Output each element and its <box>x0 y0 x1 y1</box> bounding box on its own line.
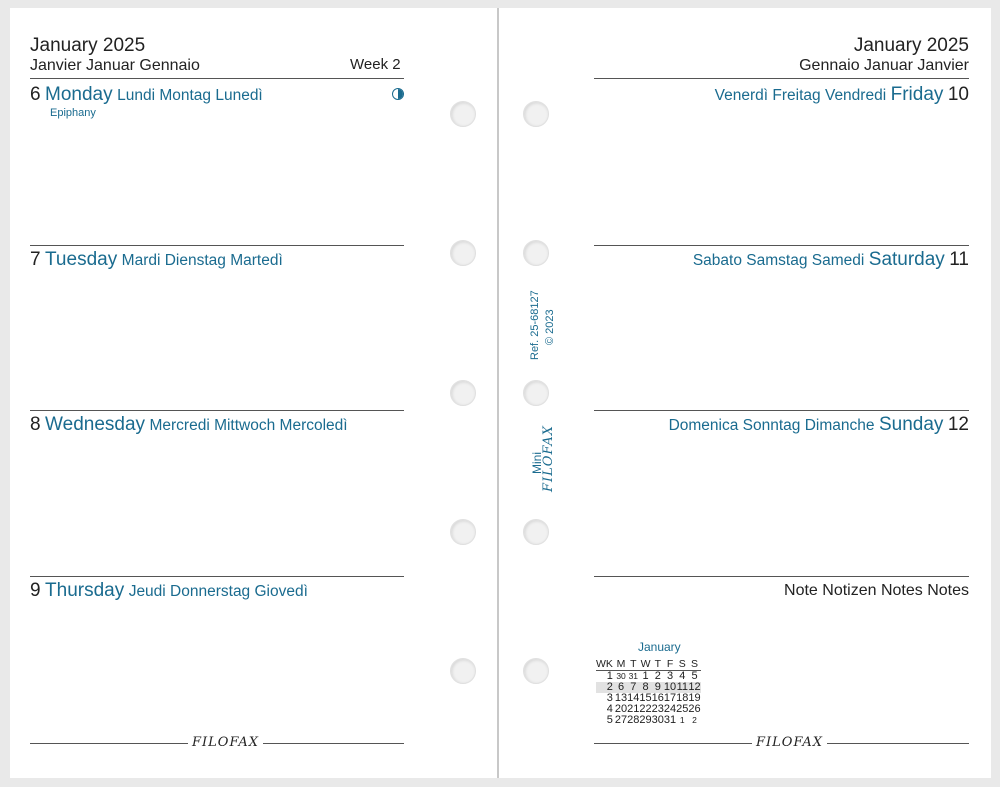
day-separator <box>594 410 969 411</box>
calendar-day: 6 <box>615 682 627 693</box>
size-label: Mini <box>530 451 544 474</box>
page-spine <box>497 8 499 778</box>
day-name: Sunday <box>878 414 944 435</box>
ring-hole <box>523 101 549 127</box>
mini-calendar-header: F <box>664 659 676 671</box>
day-name: Wednesday <box>45 414 146 435</box>
day-translations: Domenica Sonntag Dimanche <box>668 417 875 434</box>
calendar-day: 9 <box>652 682 664 693</box>
reference-number: Ref. 25-68127 <box>529 290 541 360</box>
mini-calendar-week <box>596 715 701 726</box>
calendar-day: 29 <box>639 714 652 726</box>
spine-brand-logo: FILOFAX <box>541 425 556 492</box>
day-name: Thursday <box>45 580 125 601</box>
calendar-day: 2 <box>654 670 661 682</box>
day-name: Friday <box>890 84 944 105</box>
calendar-day: 23 <box>651 703 664 715</box>
right-footer-brand-logo: FILOFAX <box>752 735 827 750</box>
week-number: 5 <box>606 714 613 726</box>
mini-calendar-header: W <box>640 658 651 670</box>
left-month-title: January 2025 <box>30 35 146 56</box>
day-number: 11 <box>949 249 969 270</box>
day-separator <box>30 410 404 411</box>
left-page <box>10 8 498 778</box>
ring-hole <box>450 101 476 127</box>
right-page <box>499 8 991 778</box>
day-translations: Jeudi Donnerstag Giovedì <box>128 583 308 600</box>
right-month-subtitle: Gennaio Januar Janvier <box>799 57 969 74</box>
day-saturday[interactable] <box>693 249 969 271</box>
day-translations: Sabato Samstag Samedi <box>692 252 865 269</box>
day-name: Tuesday <box>45 249 118 270</box>
ring-hole <box>450 380 476 406</box>
mini-calendar-header: WK <box>596 658 613 670</box>
day-tuesday[interactable] <box>30 249 283 271</box>
calendar-day: 25 <box>676 703 689 715</box>
calendar-day: 30 <box>616 671 626 681</box>
day-monday[interactable] <box>30 84 263 106</box>
day-wednesday[interactable] <box>30 414 348 436</box>
calendar-day: 22 <box>639 703 652 715</box>
day-number: 6 <box>30 84 41 105</box>
calendar-day: 13 <box>614 692 628 704</box>
day-thursday[interactable] <box>30 580 308 602</box>
mini-calendar-header: T <box>652 659 664 671</box>
day-translations: Venerdì Freitag Vendredi <box>714 87 887 104</box>
calendar-day: 18 <box>676 692 689 704</box>
calendar-day: 12 <box>688 681 701 693</box>
calendar-day: 7 <box>627 682 639 693</box>
day-sunday[interactable] <box>669 414 969 436</box>
ring-hole <box>450 658 476 684</box>
left-footer-brand-logo: FILOFAX <box>188 735 263 750</box>
day-number: 7 <box>30 249 41 270</box>
calendar-day: 16 <box>651 692 664 704</box>
calendar-day: 27 <box>614 714 628 726</box>
left-header-rule <box>30 78 404 79</box>
calendar-day: 21 <box>627 703 640 715</box>
calendar-day: 10 <box>663 681 677 693</box>
calendar-day: 8 <box>639 682 651 693</box>
first-quarter-moon-icon <box>392 88 404 100</box>
calendar-day: 15 <box>639 692 652 704</box>
ring-hole <box>523 380 549 406</box>
ring-hole <box>523 658 549 684</box>
calendar-day: 17 <box>663 692 677 704</box>
right-header-rule <box>594 78 969 79</box>
week-number: 1 <box>606 670 613 682</box>
day-number: 12 <box>947 414 969 435</box>
day-separator <box>30 576 404 577</box>
week-number: 2 <box>596 682 615 693</box>
week-label: Week 2 <box>350 56 401 73</box>
day-translations: Mardi Dienstag Martedì <box>121 252 283 269</box>
left-month-subtitle: Janvier Januar Gennaio <box>30 57 200 74</box>
day-name: Saturday <box>868 249 945 270</box>
day-translations: Lundi Montag Lunedì <box>117 87 263 104</box>
mini-calendar-header-row <box>596 659 701 671</box>
day-number: 8 <box>30 414 41 435</box>
ring-hole <box>523 519 549 545</box>
calendar-day: 19 <box>688 692 701 704</box>
calendar-day: 20 <box>614 703 628 715</box>
holiday-label: Epiphany <box>50 107 96 119</box>
week-number: 3 <box>606 692 613 704</box>
calendar-day: 11 <box>676 681 688 693</box>
mini-calendar <box>596 640 701 726</box>
mini-calendar-header: S <box>688 659 700 671</box>
calendar-day: 26 <box>688 703 701 715</box>
calendar-day: 31 <box>628 671 639 681</box>
calendar-day: 24 <box>663 703 677 715</box>
week-number: 4 <box>606 703 613 715</box>
calendar-day: 3 <box>666 670 674 682</box>
copyright-text: © 2023 <box>544 309 556 345</box>
mini-calendar-month: January <box>637 640 681 654</box>
mini-calendar-header: S <box>676 659 688 671</box>
day-number: 10 <box>947 84 969 105</box>
ring-hole <box>450 519 476 545</box>
calendar-day: 5 <box>691 670 698 682</box>
calendar-day: 1 <box>642 670 649 682</box>
day-friday[interactable] <box>715 84 969 106</box>
day-separator <box>594 245 969 246</box>
mini-calendar-header: M <box>616 658 626 670</box>
mini-calendar-table <box>596 659 701 726</box>
mini-calendar-header: T <box>627 659 639 671</box>
ring-hole <box>523 240 549 266</box>
notes-separator <box>594 576 969 577</box>
day-name: Monday <box>45 84 113 105</box>
calendar-day: 14 <box>627 692 640 704</box>
notes-label: Note Notizen Notes Notes <box>784 582 969 599</box>
calendar-day: 1 <box>679 715 685 725</box>
ring-hole <box>450 240 476 266</box>
right-month-title: January 2025 <box>853 35 969 56</box>
calendar-day: 28 <box>627 714 640 726</box>
calendar-day: 4 <box>679 670 686 682</box>
day-number: 9 <box>30 580 41 601</box>
day-separator <box>30 245 404 246</box>
calendar-day: 2 <box>692 715 697 725</box>
calendar-day: 31 <box>663 714 677 726</box>
calendar-day: 30 <box>651 714 664 726</box>
day-translations: Mercredi Mittwoch Mercoledì <box>149 417 348 434</box>
